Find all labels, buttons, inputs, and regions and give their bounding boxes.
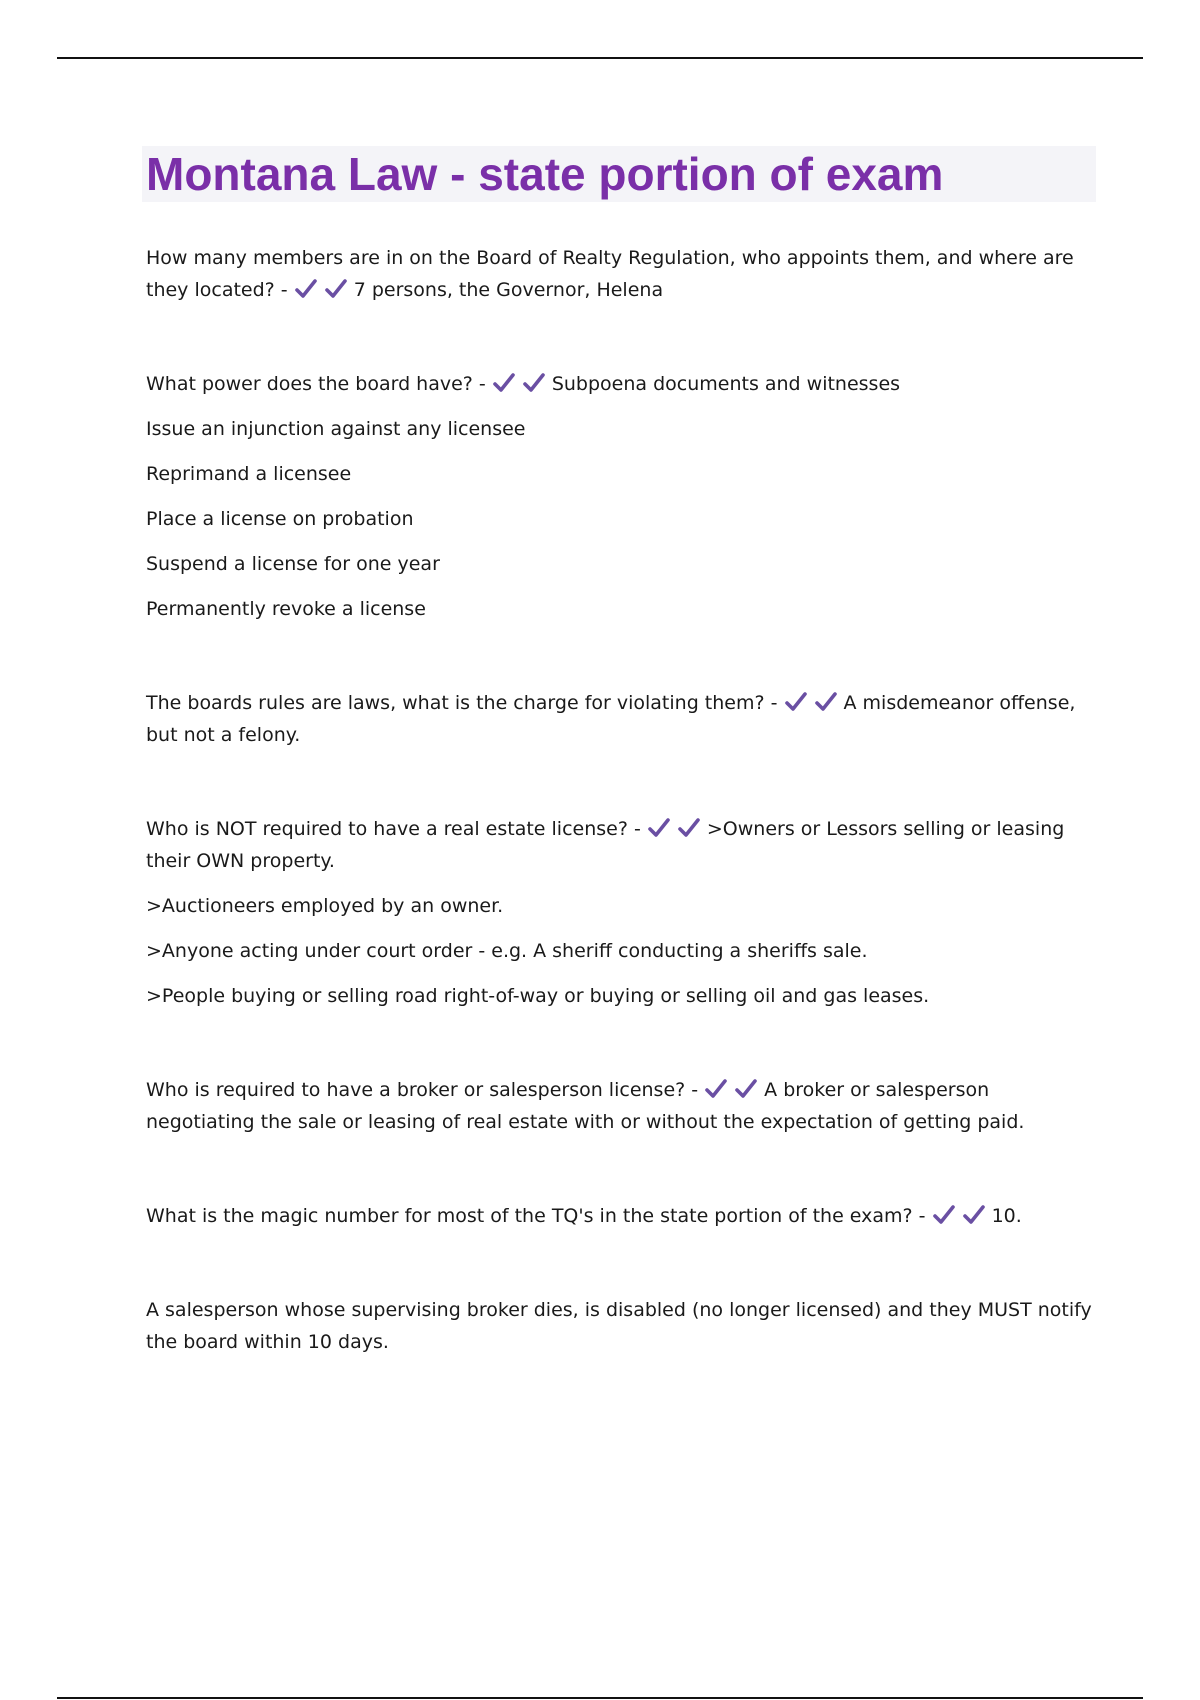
- question-line: [146, 1200, 1096, 1232]
- answer-text: A broker or salesperson negotiating the sale or leasing of real estate with or without the expectation of getting paid.: [146, 1079, 1025, 1133]
- answer-text: 10.: [991, 1205, 1022, 1227]
- question-line: [146, 813, 1096, 877]
- question-text: Who is required to have a broker or salesperson license? -: [146, 1079, 705, 1101]
- check-icon: [784, 690, 810, 714]
- check-icon: [677, 816, 703, 840]
- check-icon: [324, 277, 350, 301]
- answer-text: Subpoena documents and witnesses: [551, 373, 901, 395]
- question-line: [146, 687, 1096, 751]
- note-paragraph: A salesperson whose supervising broker dies, is disabled (no longer licensed) and they MUST notify the board within 10 days.: [146, 1299, 1092, 1353]
- check-icon: [294, 277, 320, 301]
- answer-line: Issue an injunction against any licensee: [146, 418, 526, 440]
- question-line: [146, 242, 1096, 306]
- flashcard: [146, 368, 1096, 625]
- check-icon: [647, 816, 673, 840]
- top-rule: [57, 57, 1143, 59]
- flashcard-list: [146, 242, 1096, 1358]
- answer-line: Permanently revoke a license: [146, 598, 426, 620]
- question-text: How many members are in on the Board of Realty Regulation, who appoints them, and where are they located? -: [146, 247, 1074, 301]
- answer-text: >Owners or Lessors selling or leasing their OWN property.: [146, 818, 1065, 872]
- title-band: [142, 146, 1096, 202]
- question-line: [146, 368, 1096, 400]
- flashcard: [146, 1200, 1096, 1232]
- question-text: What is the magic number for most of the TQ's in the state portion of the exam? -: [146, 1205, 932, 1227]
- check-icon: [814, 690, 840, 714]
- question-text: The boards rules are laws, what is the charge for violating them? -: [146, 692, 784, 714]
- answer-line: >People buying or selling road right-of-way or buying or selling oil and gas leases.: [146, 985, 930, 1007]
- question-line: [146, 1074, 1096, 1138]
- flashcard: [146, 1074, 1096, 1138]
- question-text: What power does the board have? -: [146, 373, 492, 395]
- answer-text: A misdemeanor offense, but not a felony.: [146, 692, 1076, 746]
- document-title: Montana Law - state portion of exam: [146, 148, 944, 200]
- check-icon: [492, 371, 518, 395]
- bottom-rule: [57, 1697, 1143, 1699]
- question-text: Who is NOT required to have a real estate license? -: [146, 818, 647, 840]
- answer-line: Place a license on probation: [146, 508, 414, 530]
- check-icon: [962, 1203, 988, 1227]
- answer-line: Suspend a license for one year: [146, 553, 440, 575]
- flashcard: [146, 813, 1096, 1012]
- answer-text: 7 persons, the Governor, Helena: [353, 279, 664, 301]
- flashcard: [146, 242, 1096, 306]
- check-icon: [522, 371, 548, 395]
- answer-line: Reprimand a licensee: [146, 463, 352, 485]
- answer-line: >Auctioneers employed by an owner.: [146, 895, 504, 917]
- check-icon: [932, 1203, 958, 1227]
- check-icon: [734, 1077, 760, 1101]
- check-icon: [704, 1077, 730, 1101]
- answer-line: >Anyone acting under court order - e.g. A sheriff conducting a sheriffs sale.: [146, 940, 868, 962]
- flashcard: [146, 687, 1096, 751]
- document-body: [146, 146, 1096, 1358]
